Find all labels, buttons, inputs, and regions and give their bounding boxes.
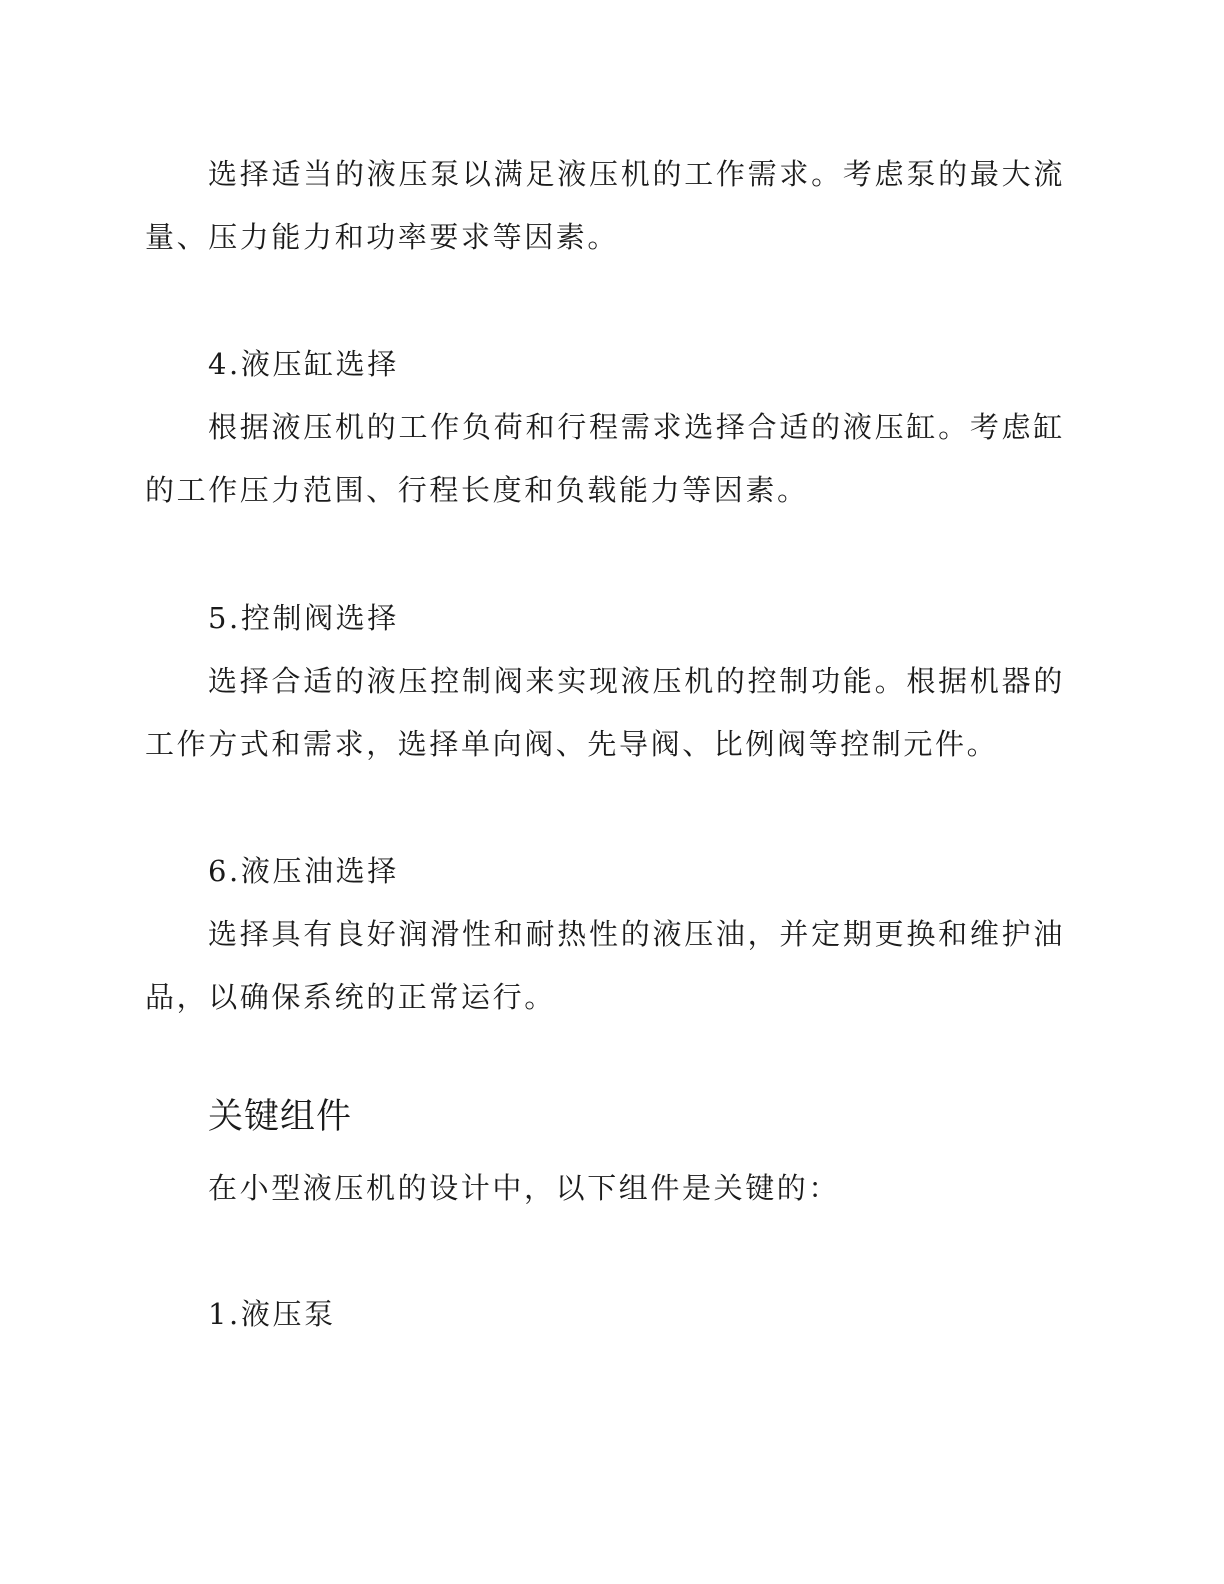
paragraph-key-components-intro: 在小型液压机的设计中，以下组件是关键的： [208, 1171, 841, 1205]
heading-valve-selection: 5.控制阀选择 [208, 601, 399, 635]
paragraph-cylinder-selection: 根据液压机的工作负荷和行程需求选择合适的液压缸。考虑缸的工作压力范围、行程长度和负载能力等因素。 [145, 410, 1065, 507]
paragraph-oil-selection: 选择具有良好润滑性和耐热性的液压油，并定期更换和维护油品，以确保系统的正常运行。 [145, 917, 1065, 1014]
paragraph-valve-selection: 选择合适的液压控制阀来实现液压机的控制功能。根据机器的工作方式和需求，选择单向阀、先导阀、比例阀等控制元件。 [145, 664, 1065, 761]
paragraph-pump-selection: 选择适当的液压泵以满足液压机的工作需求。考虑泵的最大流量、压力能力和功率要求等因素。 [145, 157, 1065, 254]
heading-cylinder-selection: 4.液压缸选择 [208, 347, 399, 381]
heading-hydraulic-pump: 1.液压泵 [208, 1297, 336, 1331]
heading-oil-selection: 6.液压油选择 [208, 854, 399, 888]
section-title-key-components: 关键组件 [208, 1097, 353, 1137]
